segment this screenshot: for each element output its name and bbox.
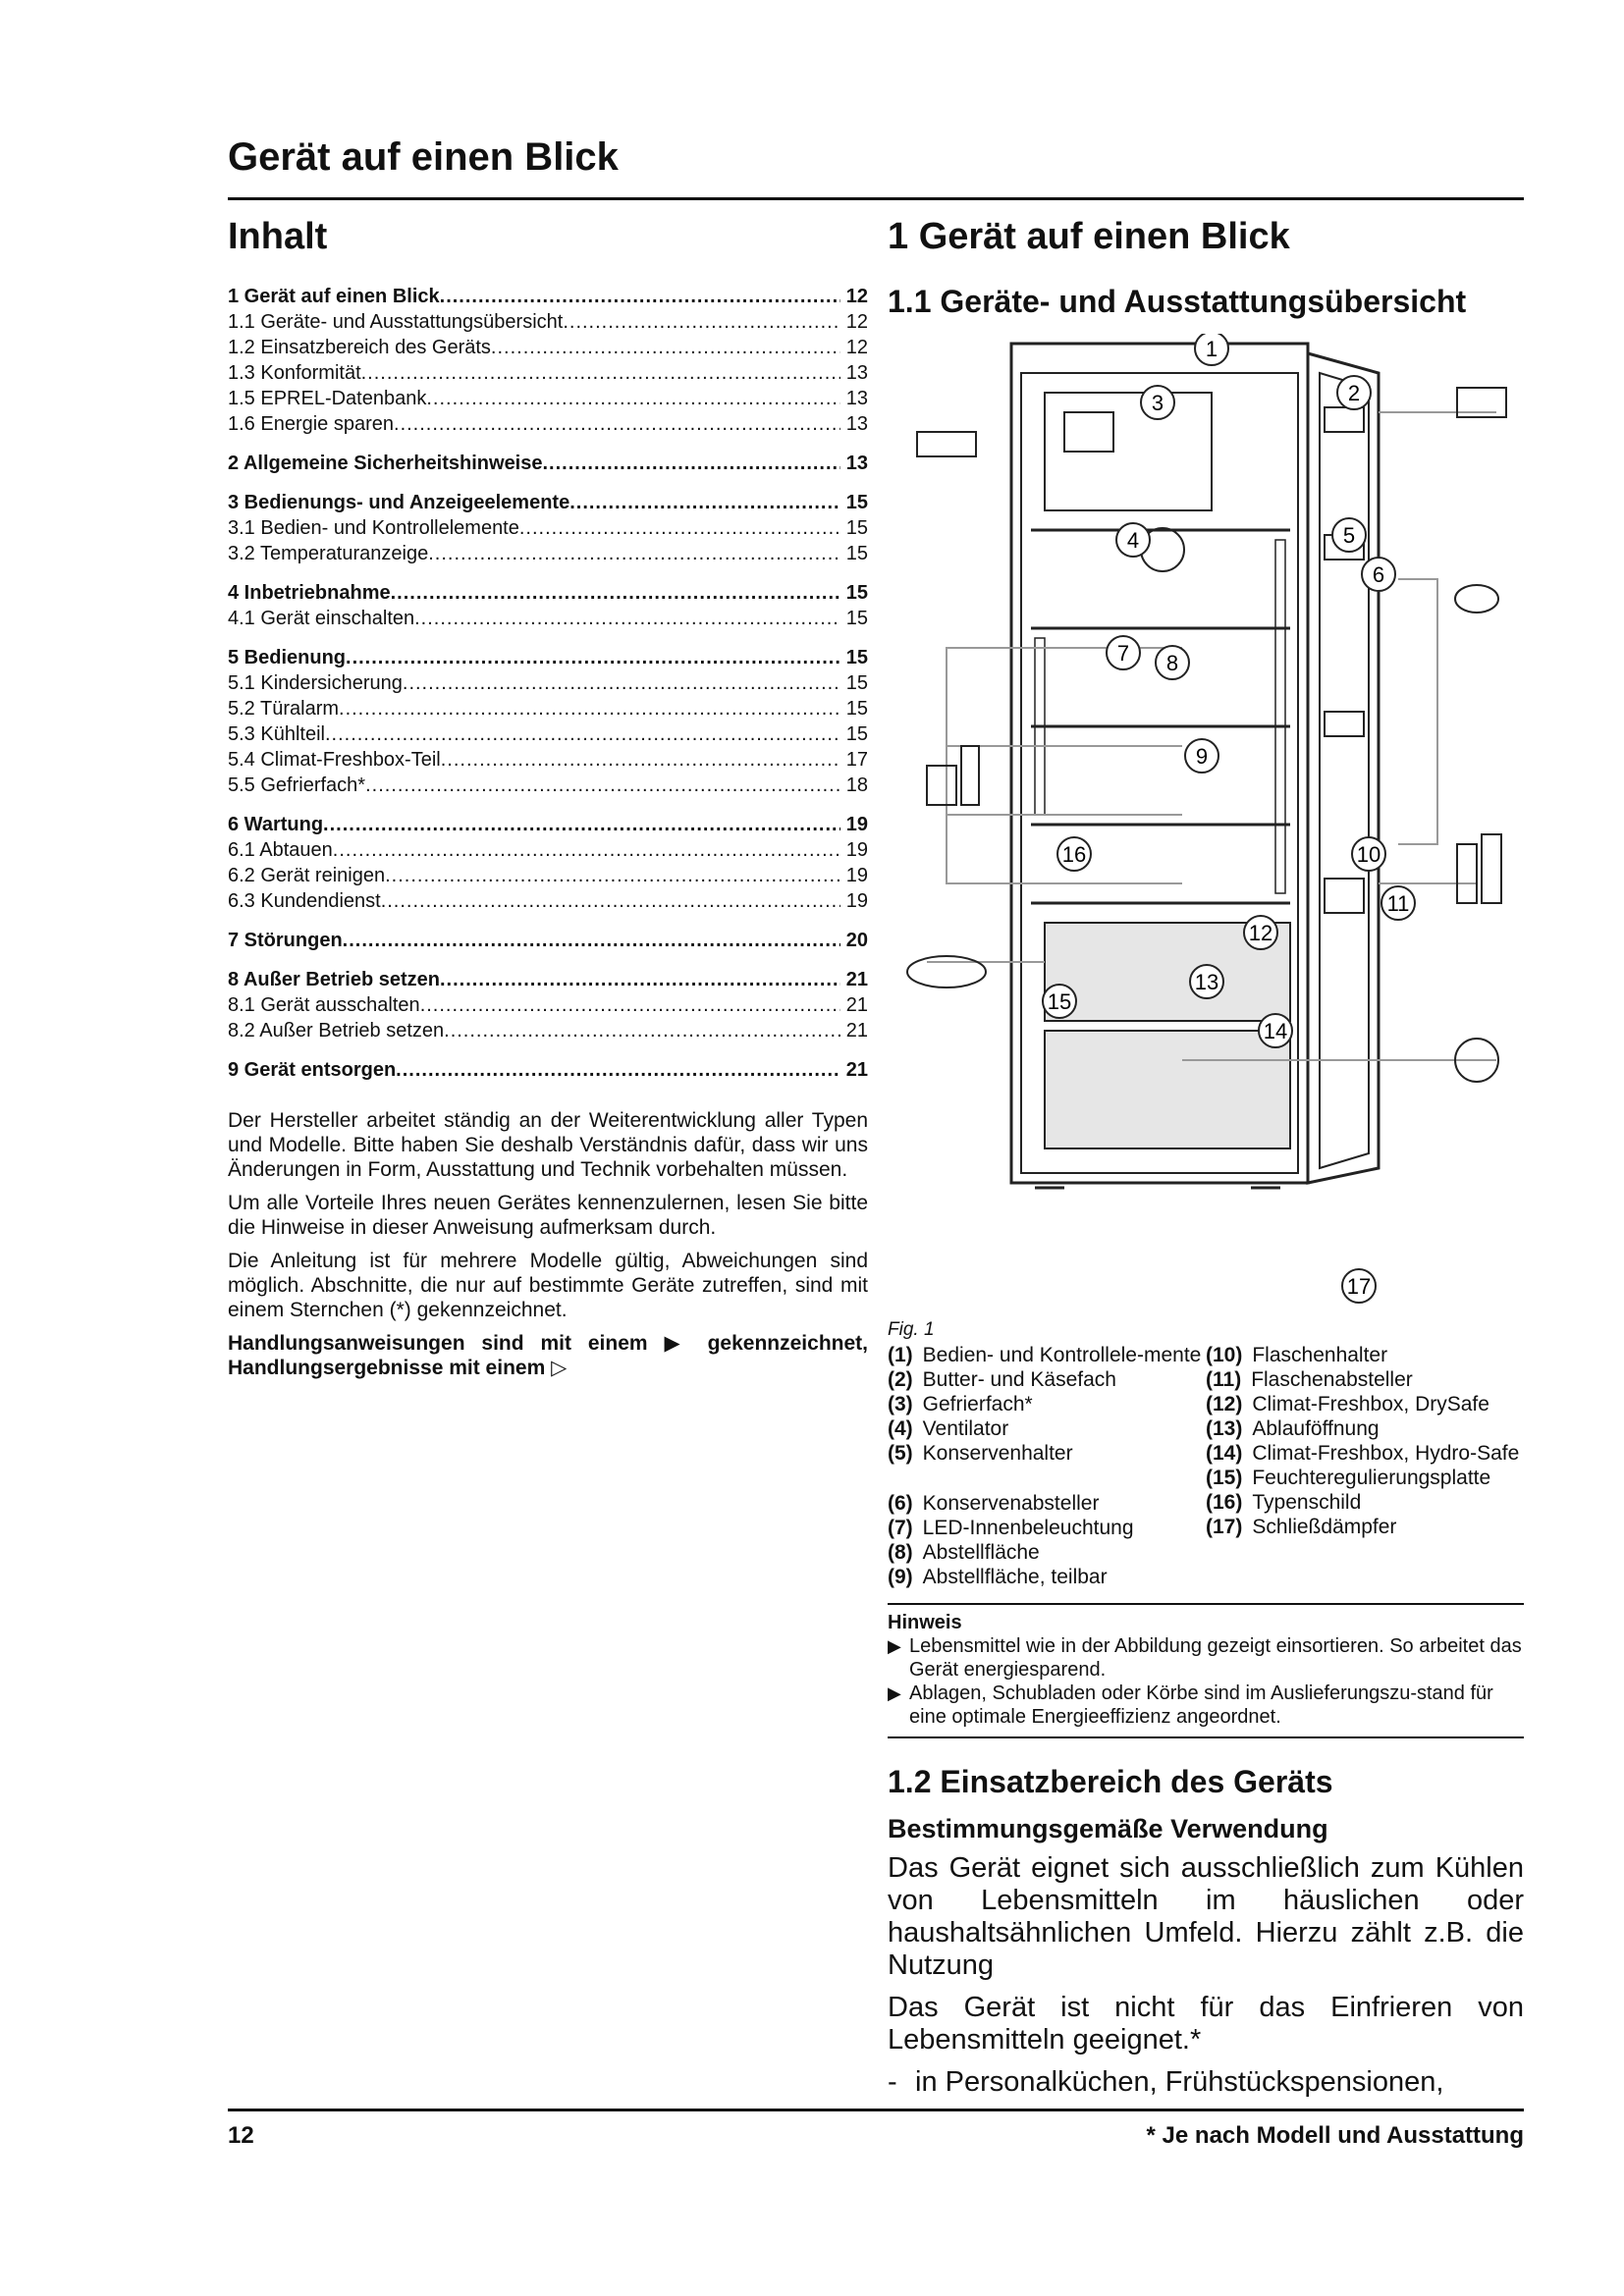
callout-number: 16 xyxy=(1061,842,1087,867)
toc-entry-text: 1.3 Konformität xyxy=(228,362,361,384)
legend-item xyxy=(888,1441,1206,1466)
toc-leader-dots xyxy=(543,451,840,476)
legend-label: Bedien- und Kontrollele-mente xyxy=(922,1344,1202,1366)
legend-number: (1) xyxy=(888,1344,913,1366)
toc-entry-text: 3.2 Temperaturanzeige xyxy=(228,543,429,564)
callout-1 xyxy=(1195,334,1228,365)
toc-entry-text: 5.2 Türalarm xyxy=(228,698,340,720)
toc-entry-text: 5.3 Kühlteil xyxy=(228,723,325,745)
toc-entry-text: 6.1 Abtauen xyxy=(228,839,333,861)
callout-14 xyxy=(1259,1014,1292,1047)
toc-entry-main[interactable] xyxy=(228,451,868,476)
toc-group xyxy=(228,580,868,631)
toc-leader-dots xyxy=(519,515,840,541)
legend-number: (2) xyxy=(888,1368,913,1391)
toc-entry-text: 1.2 Einsatzbereich des Geräts xyxy=(228,337,491,358)
toc-leader-dots xyxy=(325,721,840,747)
legend-label: Flaschenhalter xyxy=(1252,1344,1388,1366)
toc-group xyxy=(228,1057,868,1083)
callout-13 xyxy=(1190,965,1223,998)
toc-entry-sub[interactable] xyxy=(228,670,868,696)
toc-leader-dots xyxy=(323,812,840,837)
toc-entry-sub[interactable] xyxy=(228,386,868,411)
toc-page-number: 19 xyxy=(845,890,868,912)
hint-item xyxy=(888,1682,1524,1729)
toc-leader-dots xyxy=(441,747,840,773)
callout-9 xyxy=(1185,739,1218,773)
legend-number: (4) xyxy=(888,1417,913,1440)
toc-entry-text: 2 Allgemeine Sicherheitshinweise xyxy=(228,453,543,474)
toc-entry-main[interactable] xyxy=(228,967,868,992)
toc-leader-dots xyxy=(346,645,840,670)
toc-leader-dots xyxy=(491,335,840,360)
toc-entry-sub[interactable] xyxy=(228,863,868,888)
toc-page-number: 15 xyxy=(845,582,868,604)
toc-leader-dots xyxy=(339,696,840,721)
toc-entry-sub[interactable] xyxy=(228,696,868,721)
callout-number: 10 xyxy=(1356,842,1381,867)
toc-entry-sub[interactable] xyxy=(228,309,868,335)
toc-entry-text: 6.3 Kundendienst xyxy=(228,890,381,912)
toc-leader-dots xyxy=(569,490,840,515)
hint-title: Hinweis xyxy=(888,1612,962,1633)
intro-paragraph: Um alle Vorteile Ihres neuen Gerätes kennenzulernen, lesen Sie bitte die Hinweise in dieser Anweisung aufmerksam durch. xyxy=(228,1192,868,1239)
table-of-contents xyxy=(228,284,868,1083)
toc-page-number: 21 xyxy=(845,1020,868,1041)
toc-leader-dots xyxy=(414,606,840,631)
toc-group xyxy=(228,967,868,1043)
legend-item xyxy=(1206,1343,1524,1367)
hint-box xyxy=(888,1603,1524,1738)
callout-2 xyxy=(1337,376,1371,409)
toc-group xyxy=(228,451,868,476)
section-title: 1 Gerät auf einen Blick xyxy=(888,216,1290,257)
toc-leader-dots xyxy=(381,888,840,914)
toc-entry-main[interactable] xyxy=(228,490,868,515)
legend-item xyxy=(1206,1466,1524,1490)
toc-entry-sub[interactable] xyxy=(228,992,868,1018)
section-1-2 xyxy=(888,1764,1524,2099)
footer-note: * Je nach Modell und Ausstattung xyxy=(1146,2122,1524,2149)
fridge-diagram xyxy=(888,334,1524,1315)
callout-number: 6 xyxy=(1372,562,1385,587)
toc-leader-dots xyxy=(440,967,840,992)
dash-list-text: in Personalküchen, Frühstückspensionen, xyxy=(915,2066,1444,2098)
toc-entry-sub[interactable] xyxy=(228,335,868,360)
callout-8 xyxy=(1156,646,1189,679)
toc-entry-main[interactable] xyxy=(228,1057,868,1083)
body-paragraph: Das Gerät ist nicht für das Einfrieren von Lebensmitteln geeignet.* xyxy=(888,1992,1524,2056)
callout-number: 1 xyxy=(1205,337,1218,361)
legend-label: Ablauföffnung xyxy=(1252,1417,1380,1440)
dash-bullet: - xyxy=(888,2066,897,2098)
callout-number: 7 xyxy=(1116,641,1130,666)
callout-16 xyxy=(1057,837,1091,871)
callout-4 xyxy=(1116,523,1150,557)
fridge-illustration xyxy=(888,334,1524,1315)
toc-entry-text: 8.1 Gerät ausschalten xyxy=(228,994,420,1016)
toc-page-number: 19 xyxy=(845,814,868,835)
toc-leader-dots xyxy=(385,863,840,888)
toc-entry-text: 3.1 Bedien- und Kontrollelemente xyxy=(228,517,519,539)
toc-page-number: 20 xyxy=(845,930,868,951)
toc-page-number: 13 xyxy=(845,362,868,384)
toc-page-number: 21 xyxy=(845,994,868,1016)
legend-number: (5) xyxy=(888,1442,913,1465)
toc-entry-sub[interactable] xyxy=(228,837,868,863)
legend-label: Schließdämpfer xyxy=(1252,1516,1397,1538)
intro-paragraph: Die Anleitung ist für mehrere Modelle gültig, Abweichungen sind möglich. Abschnitte, die nur auf bestimmte Geräte zutreffen, sind mit einem Sternchen (*) gekennzeichnet. xyxy=(228,1250,868,1321)
left-column xyxy=(228,216,868,1389)
toc-entry-sub[interactable] xyxy=(228,606,868,631)
toc-entry-text: 5 Bedienung xyxy=(228,647,347,668)
toc-leader-dots xyxy=(428,541,840,566)
legend-number: (12) xyxy=(1206,1393,1243,1415)
toc-group xyxy=(228,284,868,437)
callout-7 xyxy=(1107,636,1140,669)
legend-label: Gefrierfach* xyxy=(922,1393,1033,1415)
callout-number: 2 xyxy=(1347,381,1361,405)
legend-item xyxy=(888,1540,1206,1565)
callout-number: 11 xyxy=(1386,891,1410,916)
toc-page-number: 21 xyxy=(845,1059,868,1081)
callout-17 xyxy=(1342,1269,1376,1303)
toc-leader-dots xyxy=(391,580,840,606)
toc-entry-text: 5.5 Gefrierfach* xyxy=(228,774,366,796)
legend-label: Butter- und Käsefach xyxy=(922,1368,1116,1391)
toc-page-number: 15 xyxy=(845,492,868,513)
toc-entry-text: 4 Inbetriebnahme xyxy=(228,582,391,604)
toc-page-number: 12 xyxy=(845,337,868,358)
toc-entry-text: 9 Gerät entsorgen xyxy=(228,1059,397,1081)
toc-page-number: 18 xyxy=(845,774,868,796)
legend-label: Konservenhalter xyxy=(922,1442,1073,1465)
toc-page-number: 15 xyxy=(845,517,868,539)
toc-leader-dots xyxy=(440,284,840,309)
toc-entry-text: 8 Außer Betrieb setzen xyxy=(228,969,440,990)
legend-item xyxy=(1206,1392,1524,1416)
toc-page-number: 21 xyxy=(845,969,868,990)
toc-page-number: 13 xyxy=(845,413,868,435)
toc-entry-main[interactable] xyxy=(228,812,868,837)
toc-entry-text: 6 Wartung xyxy=(228,814,324,835)
toc-group xyxy=(228,812,868,914)
legend-item xyxy=(1206,1416,1524,1441)
instruction-legend xyxy=(228,1331,868,1380)
toc-entry-sub[interactable] xyxy=(228,411,868,437)
toc-entry-text: 8.2 Außer Betrieb setzen xyxy=(228,1020,445,1041)
toc-leader-dots xyxy=(403,670,840,696)
toc-leader-dots xyxy=(396,1057,840,1083)
footer-rule xyxy=(228,2109,1524,2111)
callout-number: 9 xyxy=(1195,744,1209,769)
legend-label: Feuchteregulierungsplatte xyxy=(1252,1467,1491,1489)
toc-entry-sub[interactable] xyxy=(228,541,868,566)
legend-number: (9) xyxy=(888,1566,913,1588)
toc-page-number: 15 xyxy=(845,698,868,720)
action-arrow-icon: ▶ xyxy=(664,1332,691,1355)
body-paragraph: Das Gerät eignet sich ausschließlich zum Kühlen von Lebensmitteln im häuslichen oder haushaltsähnlichen Umfeld. Hierzu zählt z.B. die Nutzung xyxy=(888,1852,1524,1981)
toc-entry-text: 7 Störungen xyxy=(228,930,343,951)
callout-3 xyxy=(1141,386,1174,419)
legend-item xyxy=(888,1392,1206,1416)
legend-number: (11) xyxy=(1206,1368,1242,1391)
page-header-title: Gerät auf einen Blick xyxy=(228,135,619,179)
toc-entry-text: 3 Bedienungs- und Anzeigeelemente xyxy=(228,492,570,513)
toc-group xyxy=(228,490,868,566)
legend-number: (8) xyxy=(888,1541,913,1564)
toc-entry-sub[interactable] xyxy=(228,888,868,914)
legend-item xyxy=(888,1343,1206,1367)
section-body xyxy=(888,1852,1524,2099)
hint-item xyxy=(888,1634,1524,1682)
legend-item xyxy=(1206,1490,1524,1515)
toc-entry-text: 4.1 Gerät einschalten xyxy=(228,608,415,629)
legend-label: Konservenabsteller xyxy=(922,1492,1100,1515)
callout-5 xyxy=(1332,518,1366,552)
legend-number: (15) xyxy=(1206,1467,1243,1489)
legend-gap xyxy=(888,1466,1206,1491)
toc-title: Inhalt xyxy=(228,216,328,257)
toc-leader-dots xyxy=(361,360,840,386)
callout-6 xyxy=(1362,558,1395,591)
legend-number: (14) xyxy=(1206,1442,1243,1465)
bullet-arrow-icon: ▶ xyxy=(888,1636,901,1656)
subsection-title: 1.1 Geräte- und Ausstattungsübersicht xyxy=(888,284,1467,319)
legend-label: Abstellfläche, teilbar xyxy=(922,1566,1108,1588)
callout-11 xyxy=(1381,886,1415,920)
callout-number: 5 xyxy=(1342,523,1356,548)
callout-number: 8 xyxy=(1165,651,1179,675)
toc-page-number: 19 xyxy=(845,839,868,861)
legend-item xyxy=(1206,1367,1524,1392)
figure-legend xyxy=(888,1343,1524,1589)
legend-number: (10) xyxy=(1206,1344,1243,1366)
subsection-title: 1.2 Einsatzbereich des Geräts xyxy=(888,1764,1333,1799)
toc-page-number: 12 xyxy=(845,311,868,333)
callout-number: 15 xyxy=(1047,989,1072,1014)
toc-entry-sub[interactable] xyxy=(228,1018,868,1043)
legend-item xyxy=(888,1491,1206,1516)
toc-page-number: 13 xyxy=(845,388,868,409)
toc-leader-dots xyxy=(343,928,840,953)
callout-12 xyxy=(1244,916,1277,949)
legend-item xyxy=(888,1516,1206,1540)
toc-page-number: 12 xyxy=(845,286,868,307)
instruction-legend-part2: gekennzeichnet, Handlungsergebnisse mit einem xyxy=(228,1332,868,1379)
header-rule xyxy=(228,197,1524,200)
legend-label: LED-Innenbeleuchtung xyxy=(922,1517,1134,1539)
toc-entry-main[interactable] xyxy=(228,284,868,309)
legend-item xyxy=(888,1565,1206,1589)
callout-number: 17 xyxy=(1346,1274,1372,1299)
callout-number: 4 xyxy=(1126,528,1140,553)
toc-leader-dots xyxy=(365,773,840,798)
callout-number: 3 xyxy=(1151,391,1164,415)
toc-entry-sub[interactable] xyxy=(228,360,868,386)
toc-page-number: 15 xyxy=(845,647,868,668)
legend-number: (6) xyxy=(888,1492,913,1515)
toc-entry-text: 1.1 Geräte- und Ausstattungsübersicht xyxy=(228,311,564,333)
legend-item xyxy=(1206,1515,1524,1539)
toc-entry-text: 1.5 EPREL-Datenbank xyxy=(228,388,427,409)
callout-number: 13 xyxy=(1194,970,1219,994)
intro-paragraph: Der Hersteller arbeitet ständig an der Weiterentwicklung aller Typen und Modelle. Bitte haben Sie deshalb Verständnis dafür, dass wir uns Änderungen in Form, Ausstattung und Technik vorbehalten müssen. xyxy=(228,1109,868,1181)
toc-entry-text: 1.6 Energie sparen xyxy=(228,413,395,435)
toc-entry-text: 5.1 Kindersicherung xyxy=(228,672,403,694)
legend-number: (16) xyxy=(1206,1491,1243,1514)
toc-page-number: 15 xyxy=(845,723,868,745)
toc-group xyxy=(228,928,868,953)
callout-15 xyxy=(1043,985,1076,1018)
legend-number: (7) xyxy=(888,1517,913,1539)
legend-left-column xyxy=(888,1343,1206,1589)
page-number: 12 xyxy=(228,2122,254,2149)
toc-leader-dots xyxy=(420,992,840,1018)
toc-entry-sub[interactable] xyxy=(228,721,868,747)
toc-page-number: 13 xyxy=(845,453,868,474)
bullet-arrow-icon: ▶ xyxy=(888,1683,901,1703)
toc-entry-main[interactable] xyxy=(228,928,868,953)
toc-leader-dots xyxy=(444,1018,840,1043)
legend-label: Ventilator xyxy=(922,1417,1009,1440)
dash-list-item xyxy=(888,2066,1524,2099)
callout-number: 12 xyxy=(1248,921,1273,945)
instruction-legend-part1: Handlungsanweisungen sind mit einem xyxy=(228,1332,648,1355)
toc-entry-text: 5.4 Climat-Freshbox-Teil xyxy=(228,749,441,771)
toc-page-number: 17 xyxy=(845,749,868,771)
legend-label: Abstellfläche xyxy=(922,1541,1040,1564)
legend-item xyxy=(888,1367,1206,1392)
result-arrow-icon: ▷ xyxy=(551,1357,568,1379)
legend-label: Climat-Freshbox, Hydro-Safe xyxy=(1252,1442,1520,1465)
callout-number: 14 xyxy=(1263,1019,1288,1043)
toc-leader-dots xyxy=(563,309,839,335)
legend-number: (17) xyxy=(1206,1516,1243,1538)
toc-entry-sub[interactable] xyxy=(228,515,868,541)
legend-number: (13) xyxy=(1206,1417,1243,1440)
toc-entry-text: 1 Gerät auf einen Blick xyxy=(228,286,440,307)
callout-10 xyxy=(1352,837,1385,871)
legend-label: Flaschenabsteller xyxy=(1251,1368,1413,1391)
toc-group xyxy=(228,645,868,798)
hint-item-text: Ablagen, Schubladen oder Körbe sind im Auslieferungszu-stand für eine optimale Energieeffizienz angeordnet. xyxy=(909,1682,1493,1728)
figure-caption: Fig. 1 xyxy=(888,1319,935,1340)
toc-page-number: 15 xyxy=(845,672,868,694)
legend-right-column xyxy=(1206,1343,1524,1589)
toc-entry-main[interactable] xyxy=(228,645,868,670)
toc-page-number: 15 xyxy=(845,608,868,629)
hint-item-text: Lebensmittel wie in der Abbildung gezeigt einsortieren. So arbeitet das Gerät energiesparend. xyxy=(909,1635,1522,1681)
legend-label: Typenschild xyxy=(1252,1491,1362,1514)
legend-number: (3) xyxy=(888,1393,913,1415)
toc-entry-text: 6.2 Gerät reinigen xyxy=(228,865,386,886)
legend-item xyxy=(888,1416,1206,1441)
toc-leader-dots xyxy=(333,837,840,863)
toc-page-number: 19 xyxy=(845,865,868,886)
toc-page-number: 15 xyxy=(845,543,868,564)
right-column xyxy=(888,216,1524,2099)
toc-leader-dots xyxy=(426,386,839,411)
toc-entry-main[interactable] xyxy=(228,580,868,606)
subsubsection-title: Bestimmungsgemäße Verwendung xyxy=(888,1814,1328,1843)
legend-item xyxy=(1206,1441,1524,1466)
legend-label: Climat-Freshbox, DrySafe xyxy=(1252,1393,1489,1415)
toc-leader-dots xyxy=(394,411,840,437)
toc-entry-sub[interactable] xyxy=(228,747,868,773)
intro-text xyxy=(228,1108,868,1380)
toc-entry-sub[interactable] xyxy=(228,773,868,798)
